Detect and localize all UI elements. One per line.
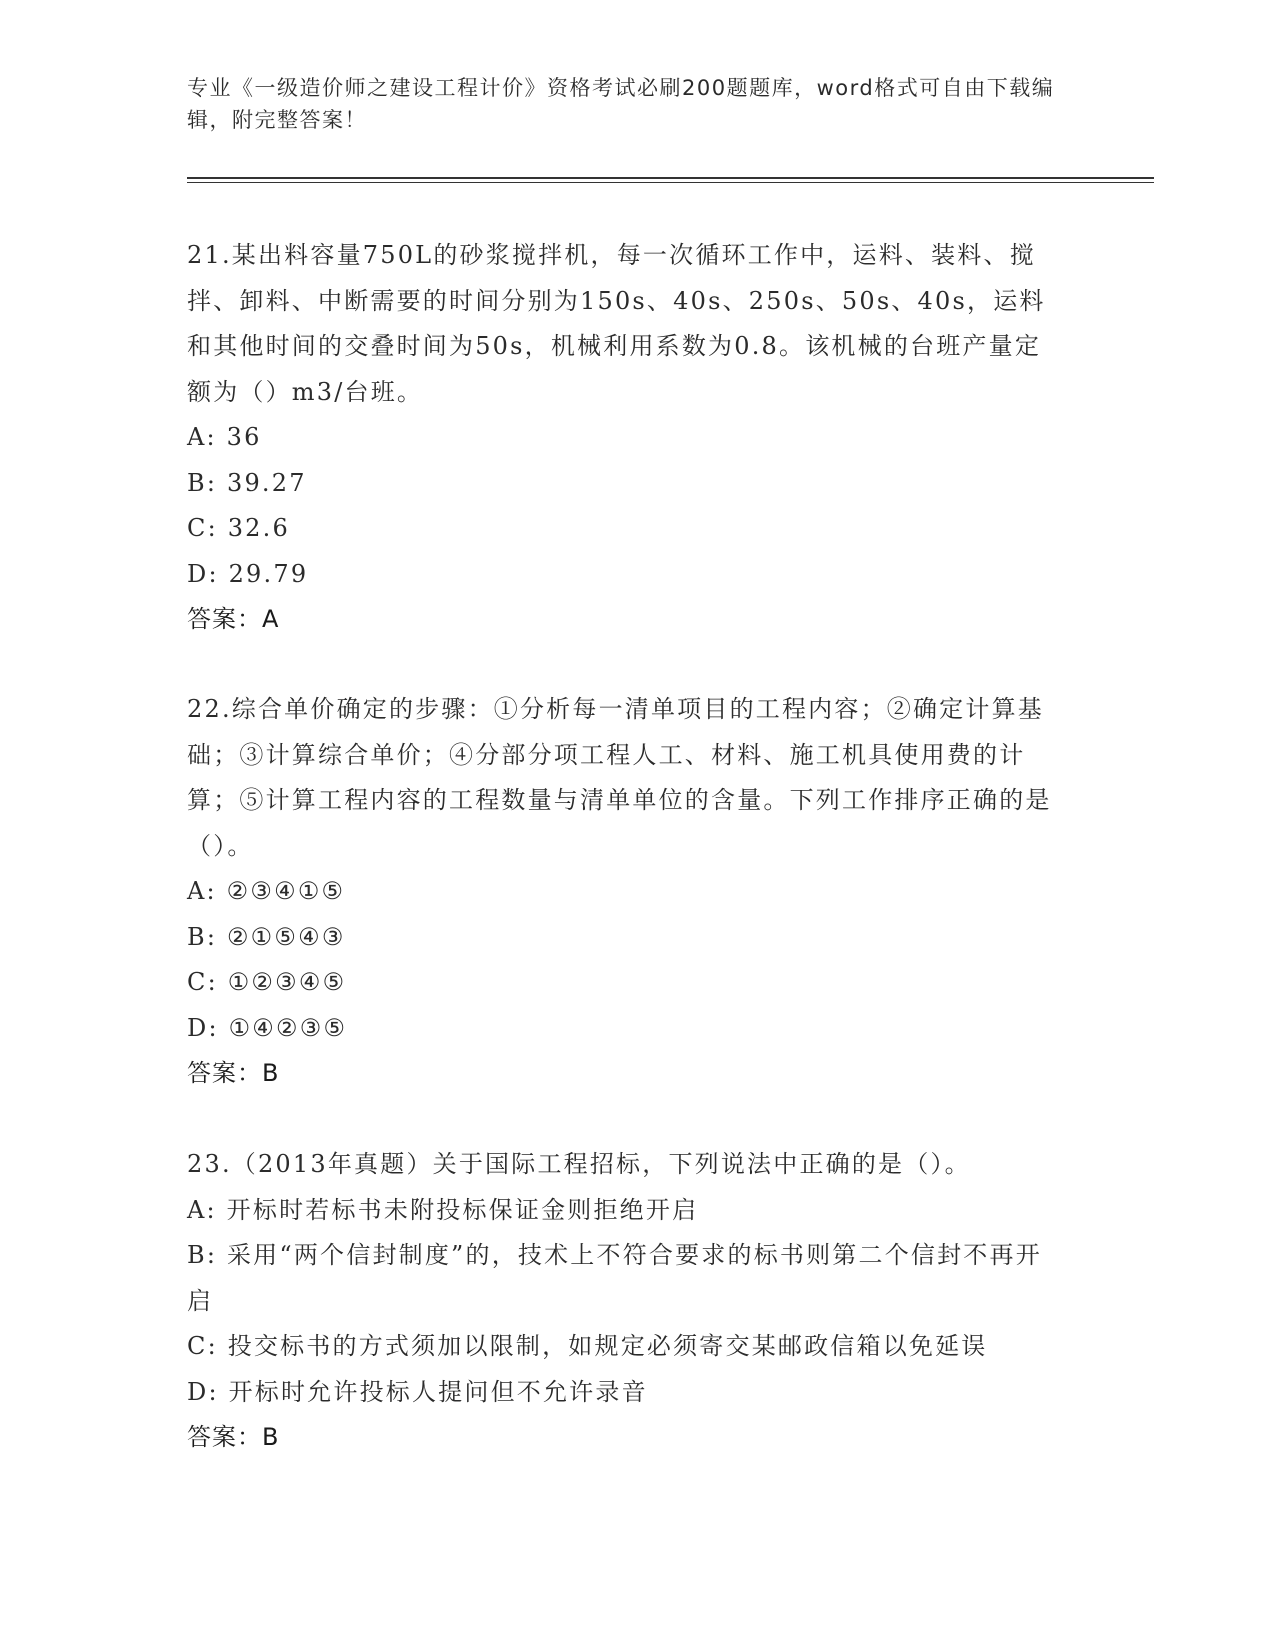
- option-text: ①④②③⑤: [228, 1013, 348, 1042]
- option-text: 29.79: [228, 559, 309, 588]
- document-header: 专业《一级造价师之建设工程计价》资格考试必刷200题题库，word格式可自由下载编辑，附完整答案！: [187, 76, 1055, 132]
- option-text: 开标时允许投标人提问但不允许录音: [228, 1377, 648, 1406]
- question-stem: 21.某出料容量750L的砂浆搅拌机，每一次循环工作中，运料、装料、搅拌、卸料、中断需要的时间分别为150s、40s、250s、50s、40s，运料和其他时间的交叠时间为50s，机械利用系数为0.8。该机械的台班产量定额为（）m3/台班。: [187, 241, 1046, 406]
- header-divider-thin: [187, 182, 1154, 183]
- question-23: [187, 1142, 1067, 1461]
- option-b: [187, 1233, 1067, 1324]
- option-letter: A:: [187, 877, 217, 905]
- option-letter: A:: [187, 1195, 217, 1224]
- option-letter: C:: [187, 1332, 218, 1360]
- option-text: ②③④①⑤: [226, 877, 346, 905]
- option-a: [187, 869, 1067, 915]
- option-text: 32.6: [227, 514, 290, 542]
- option-b: [187, 461, 1067, 507]
- option-d: [187, 1370, 1067, 1416]
- option-letter: C:: [187, 514, 218, 542]
- option-text: 39.27: [226, 468, 307, 497]
- option-letter: B:: [187, 922, 218, 951]
- option-a: [187, 415, 1067, 461]
- option-letter: A:: [187, 423, 217, 451]
- option-c: [187, 960, 1067, 1006]
- option-letter: D:: [187, 1377, 219, 1406]
- option-b: [187, 915, 1067, 961]
- option-d: [187, 1006, 1067, 1052]
- question-stem: 22.综合单价确定的步骤：①分析每一清单项目的工程内容；②确定计算基础；③计算综合单价；④分部分项工程人工、材料、施工机具使用费的计算；⑤计算工程内容的工程数量与清单单位的含量。下列工作排序正确的是（）。: [187, 695, 1052, 860]
- option-text: 采用“两个信封制度”的，技术上不符合要求的标书则第二个信封不再开启: [187, 1241, 1042, 1315]
- option-letter: B:: [187, 468, 218, 497]
- option-letter: D:: [187, 559, 219, 588]
- option-text: ②①⑤④③: [226, 922, 346, 951]
- option-letter: D:: [187, 1013, 219, 1042]
- option-letter: C:: [187, 968, 218, 996]
- option-text: 36: [226, 423, 262, 451]
- option-text: ①②③④⑤: [227, 968, 347, 996]
- option-d: [187, 552, 1067, 598]
- option-letter: B:: [187, 1241, 218, 1269]
- option-text: 投交标书的方式须加以限制，如规定必须寄交某邮政信箱以免延误: [227, 1332, 988, 1360]
- header-divider-thick: [187, 177, 1154, 179]
- question-22: [187, 687, 1067, 1097]
- question-stem: 23.（2013年真题）关于国际工程招标，下列说法中正确的是（）。: [187, 1150, 971, 1178]
- option-c: [187, 1324, 1067, 1370]
- question-21: [187, 233, 1067, 643]
- answer-line: 答案：B: [187, 1059, 280, 1087]
- option-text: 开标时若标书未附投标保证金则拒绝开启: [226, 1195, 699, 1224]
- answer-line: 答案：B: [187, 1423, 280, 1451]
- option-a: [187, 1188, 1067, 1234]
- option-c: [187, 506, 1067, 552]
- answer-line: 答案：A: [187, 605, 280, 633]
